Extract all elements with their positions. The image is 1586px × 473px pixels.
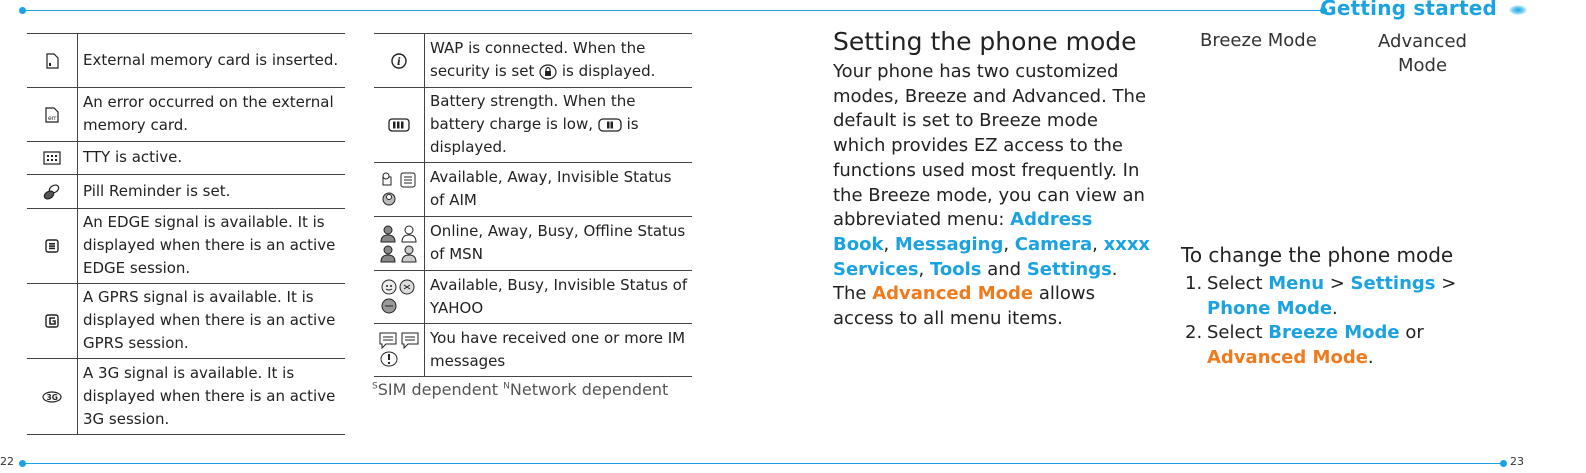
low-battery-icon <box>598 118 622 132</box>
list-item <box>1185 321 1485 370</box>
status-icon-table-left <box>27 33 345 435</box>
table-cell-text <box>425 88 693 163</box>
intro-paragraph: Your phone has two customized modes, Breeze and Advanced. The default is set to Breeze mode which provides EZ access to the functions used most frequently. In the Breeze mode, you can view an abbreviated menu: Address Book, Messaging, Camera, xxxx Services, Tools and Settings. The Advanced Mode allows access to all menu items. <box>833 61 1151 330</box>
steps-list <box>1185 272 1485 371</box>
memory-card-icon <box>27 34 78 88</box>
sim-dependent-note: SIM dependent <box>377 380 499 399</box>
footnote <box>372 380 668 399</box>
separator: > <box>1324 273 1351 294</box>
menu-term-phone-mode: Phone Mode <box>1207 297 1333 319</box>
top-rule <box>23 10 1323 11</box>
step-text: . <box>1332 297 1338 319</box>
section-title: Getting started <box>1320 0 1497 20</box>
table-cell-text: A GPRS signal is available. It is displayed when there is an active GPRS session. <box>78 284 346 359</box>
table-row <box>374 324 692 377</box>
breeze-mode-label: Breeze Mode <box>1200 30 1317 51</box>
pill-icon <box>27 175 78 209</box>
menu-term-camera: Camera <box>1014 233 1093 255</box>
aim-status-icons <box>374 163 425 217</box>
table-cell-text: Available, Away, Invisible Status of AIM <box>425 163 693 217</box>
3g-icon <box>27 359 78 435</box>
menu-term-services: xxxx Services <box>833 233 1151 280</box>
tty-icon <box>27 142 78 175</box>
battery-icon <box>374 88 425 163</box>
status-icon-table-right <box>374 33 692 377</box>
table-row <box>374 217 692 271</box>
menu-term-settings: Settings <box>1350 273 1436 294</box>
table-row <box>374 163 692 217</box>
step-text: Select <box>1207 273 1269 294</box>
step-text: or <box>1399 322 1424 344</box>
table-row <box>27 359 345 435</box>
table-cell-text: A 3G signal is available. It is displayed when there is an active 3G session. <box>78 359 346 435</box>
table-row <box>27 284 345 359</box>
memory-card-error-icon <box>27 88 78 142</box>
table-cell-text: TTY is active. <box>78 142 346 175</box>
table-row <box>27 209 345 284</box>
table-row <box>374 34 692 88</box>
paragraph-text: allows access to all menu items. <box>833 283 1095 330</box>
bottom-rule <box>23 463 1503 464</box>
table-row <box>27 88 345 142</box>
menu-term-settings: Settings <box>1026 258 1112 280</box>
im-message-icons <box>374 324 425 377</box>
step-text: . <box>1367 347 1374 369</box>
table-row <box>374 271 692 324</box>
svg-text:err: err <box>48 114 57 122</box>
table-cell-text-part: WAP is connected. When the security is set <box>430 39 646 80</box>
table-cell-text: An error occurred on the external memory card. <box>78 88 346 142</box>
table-cell-text-part: Battery strength. When the battery charge is low, <box>430 92 636 133</box>
menu-term-address-book: Address Book <box>833 209 1093 255</box>
menu-term-tools: Tools <box>930 258 982 280</box>
paragraph-text: . The <box>833 258 1118 305</box>
step-text: Select <box>1207 322 1269 344</box>
table-row <box>374 88 692 163</box>
table-cell-text: Online, Away, Busy, Offline Status of MSN <box>425 217 693 271</box>
msn-status-icons <box>374 217 425 271</box>
sim-mark: S <box>372 381 378 392</box>
table-cell-text: Available, Busy, Invisible Status of YAHOO <box>425 271 693 324</box>
paragraph-text: Your phone has two customized modes, Breeze and Advanced. The default is set to Breeze mode which provides EZ access to the functions used most frequently. In the Breeze mode, you can view an abbreviated menu: <box>833 61 1147 231</box>
list-item <box>1185 272 1485 321</box>
network-mark: N <box>503 381 510 392</box>
table-cell-text-part: is displayed. <box>557 62 656 80</box>
page-title: Setting the phone mode <box>833 27 1137 56</box>
info-icon <box>374 34 425 88</box>
menu-term-breeze-mode: Breeze Mode <box>1268 322 1400 344</box>
svg-text:i: i <box>397 56 401 68</box>
paragraph-text: and <box>981 258 1027 280</box>
header-glow <box>1509 5 1527 15</box>
separator: > <box>1435 273 1457 294</box>
table-cell-text: You have received one or more IM messages <box>425 324 693 377</box>
table-cell-text: Pill Reminder is set. <box>78 175 346 209</box>
step-number: 1. <box>1185 273 1203 294</box>
table-cell-text <box>425 34 693 88</box>
page-number-right: 23 <box>1510 455 1524 468</box>
network-dependent-note: Network dependent <box>509 380 669 399</box>
edge-icon <box>27 209 78 284</box>
menu-term-menu: Menu <box>1268 273 1325 294</box>
menu-term-advanced-mode: Advanced Mode <box>872 283 1034 305</box>
gprs-icon <box>27 284 78 359</box>
yahoo-status-icons <box>374 271 425 324</box>
lock-icon <box>539 64 557 80</box>
table-cell-text: External memory card is inserted. <box>78 34 346 88</box>
table-row <box>27 175 345 209</box>
bottom-rule-right-dot <box>1500 460 1507 467</box>
page-number-left: 22 <box>0 455 14 468</box>
subheading-change-mode: To change the phone mode <box>1181 243 1454 267</box>
menu-term-messaging: Messaging <box>894 233 1004 255</box>
table-row <box>27 34 345 88</box>
advanced-mode-label: Advanced Mode <box>1378 31 1467 76</box>
step-number: 2. <box>1185 322 1203 344</box>
table-row <box>27 142 345 175</box>
svg-text:3G: 3G <box>46 392 58 402</box>
table-cell-text: An EDGE signal is available. It is displayed when there is an active EDGE session. <box>78 209 346 284</box>
menu-term-advanced-mode: Advanced Mode <box>1207 347 1368 369</box>
table-cell-text-part: is displayed. <box>430 115 639 156</box>
